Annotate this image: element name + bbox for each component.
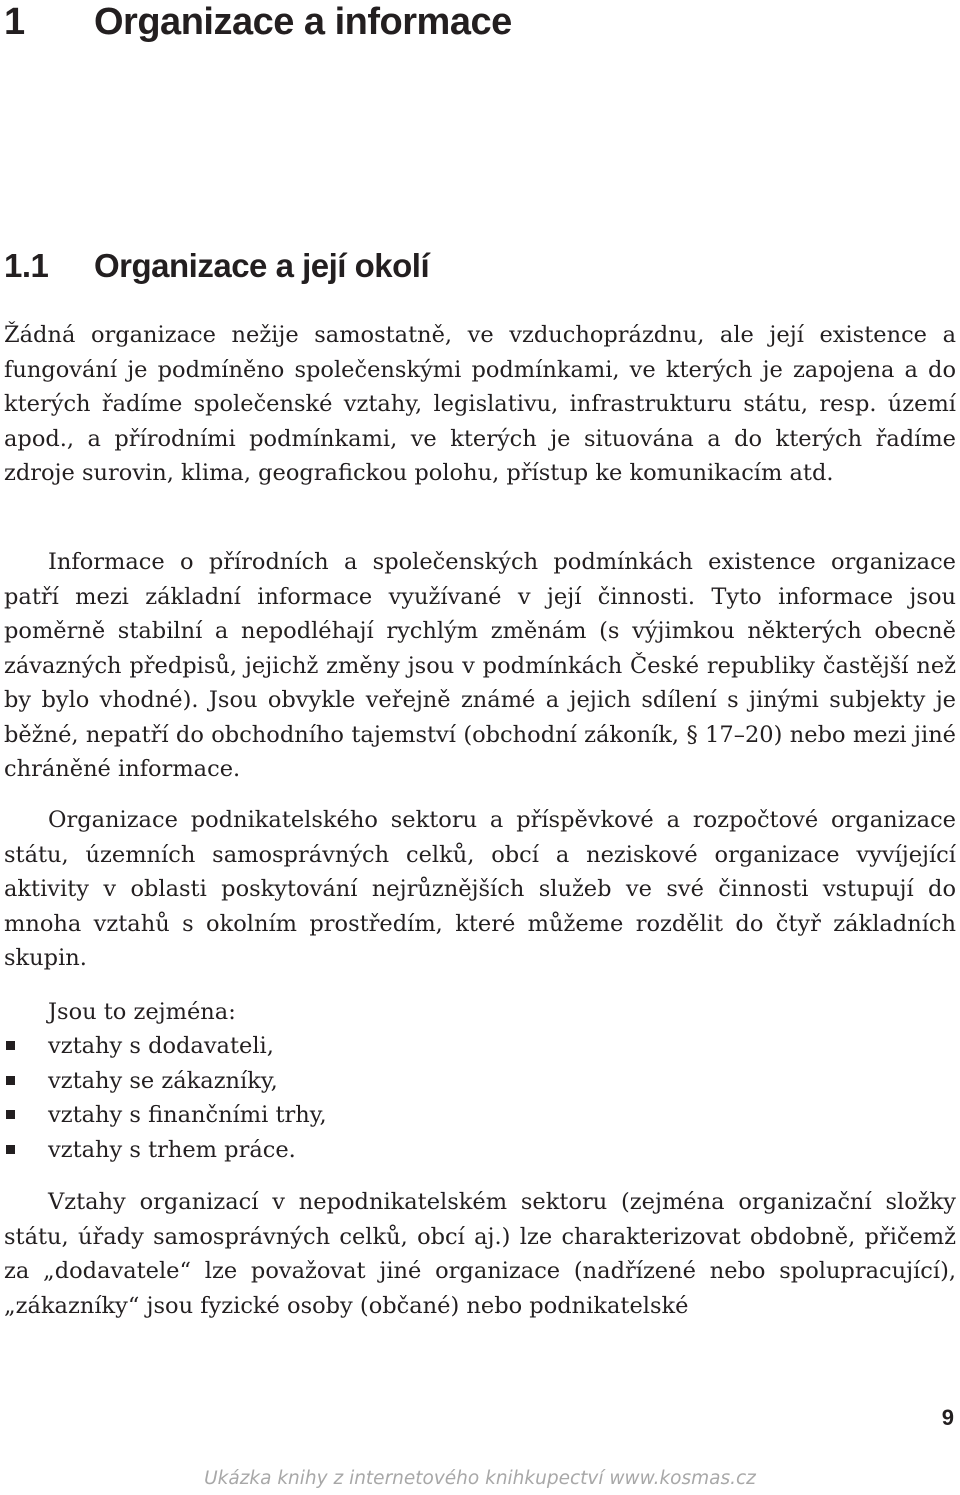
square-bullet-icon	[6, 1076, 15, 1085]
section-number: 1.1	[4, 247, 49, 284]
chapter-number: 1	[4, 1, 25, 43]
list-item	[4, 1029, 327, 1064]
paragraph: Žádná organizace nežije samostatně, ve vzduchoprázdnu, ale její existence a fungování je podmíněno společenskými podmínkami, ve kterých je zapojena a do kterých řadíme společenské vztahy, legislativu, infrastrukturu státu, resp. území apod., a přírodními podmínkami, ve kterých je situována a do kterých řadíme zdroje surovin, klima, geografickou polohu, přístup ke komunikacím atd.	[4, 322, 956, 486]
relationship-list	[4, 1029, 327, 1167]
list-item-text: vztahy se zákazníky,	[48, 1067, 278, 1094]
paragraph: Vztahy organizací v nepodnikatelském sektoru (zejména organizační složky státu, úřady samosprávných celků, obcí aj.) lze charakterizovat obdobně, přičemž za „dodavatele“ lze považovat jiné organizace (nadřízené nebo spolupracující), „zákazníky“ jsou fyzické osoby (občané) nebo podnikatelské	[4, 1189, 956, 1319]
paragraph: Informace o přírodních a společenských podmínkách existence organizace patří mezi základní informace využívané v její činnosti. Tyto informace jsou poměrně stabilní a nepodléhají rychlým změnám (s výjimkou některých obecně závazných předpisů, jejichž změny jsou v podmínkách České republiky častější než by bylo vhodné). Jsou obvykle veřejně známé a jejich sdílení s jinými subjekty je běžné, nepatří do obchodního tajemství (obchodní zákoník, § 17–20) nebo mezi jiné chráněné informace.	[4, 549, 956, 782]
footer-watermark: Ukázka knihy z internetového knihkupectví www.kosmas.cz	[204, 1468, 756, 1489]
section-heading	[4, 246, 429, 286]
square-bullet-icon	[6, 1041, 15, 1050]
list-item-text: vztahy s trhem práce.	[48, 1136, 296, 1163]
chapter-heading	[4, 0, 512, 44]
list-item	[4, 1064, 327, 1099]
list-intro: Jsou to zejména:	[48, 999, 236, 1025]
square-bullet-icon	[6, 1145, 15, 1154]
list-item-text: vztahy s finančními trhy,	[48, 1102, 327, 1128]
square-bullet-icon	[6, 1110, 15, 1119]
section-title: Organizace a její okolí	[94, 247, 430, 284]
page-number: 9	[941, 1405, 954, 1430]
list-item-text: vztahy s dodavateli,	[48, 1033, 274, 1059]
list-item	[4, 1133, 327, 1168]
chapter-title: Organizace a informace	[94, 1, 512, 43]
list-item	[4, 1098, 327, 1133]
paragraph: Organizace podnikatelského sektoru a příspěvkové a rozpočtové organizace státu, územních samosprávných celků, obcí a neziskové organizace vyvíjející aktivity v oblasti poskytování nejrůznějších služeb ve své činnosti vstupují do mnoha vztahů s okolním prostředím, které můžeme rozdělit do čtyř základních skupin.	[4, 807, 956, 971]
